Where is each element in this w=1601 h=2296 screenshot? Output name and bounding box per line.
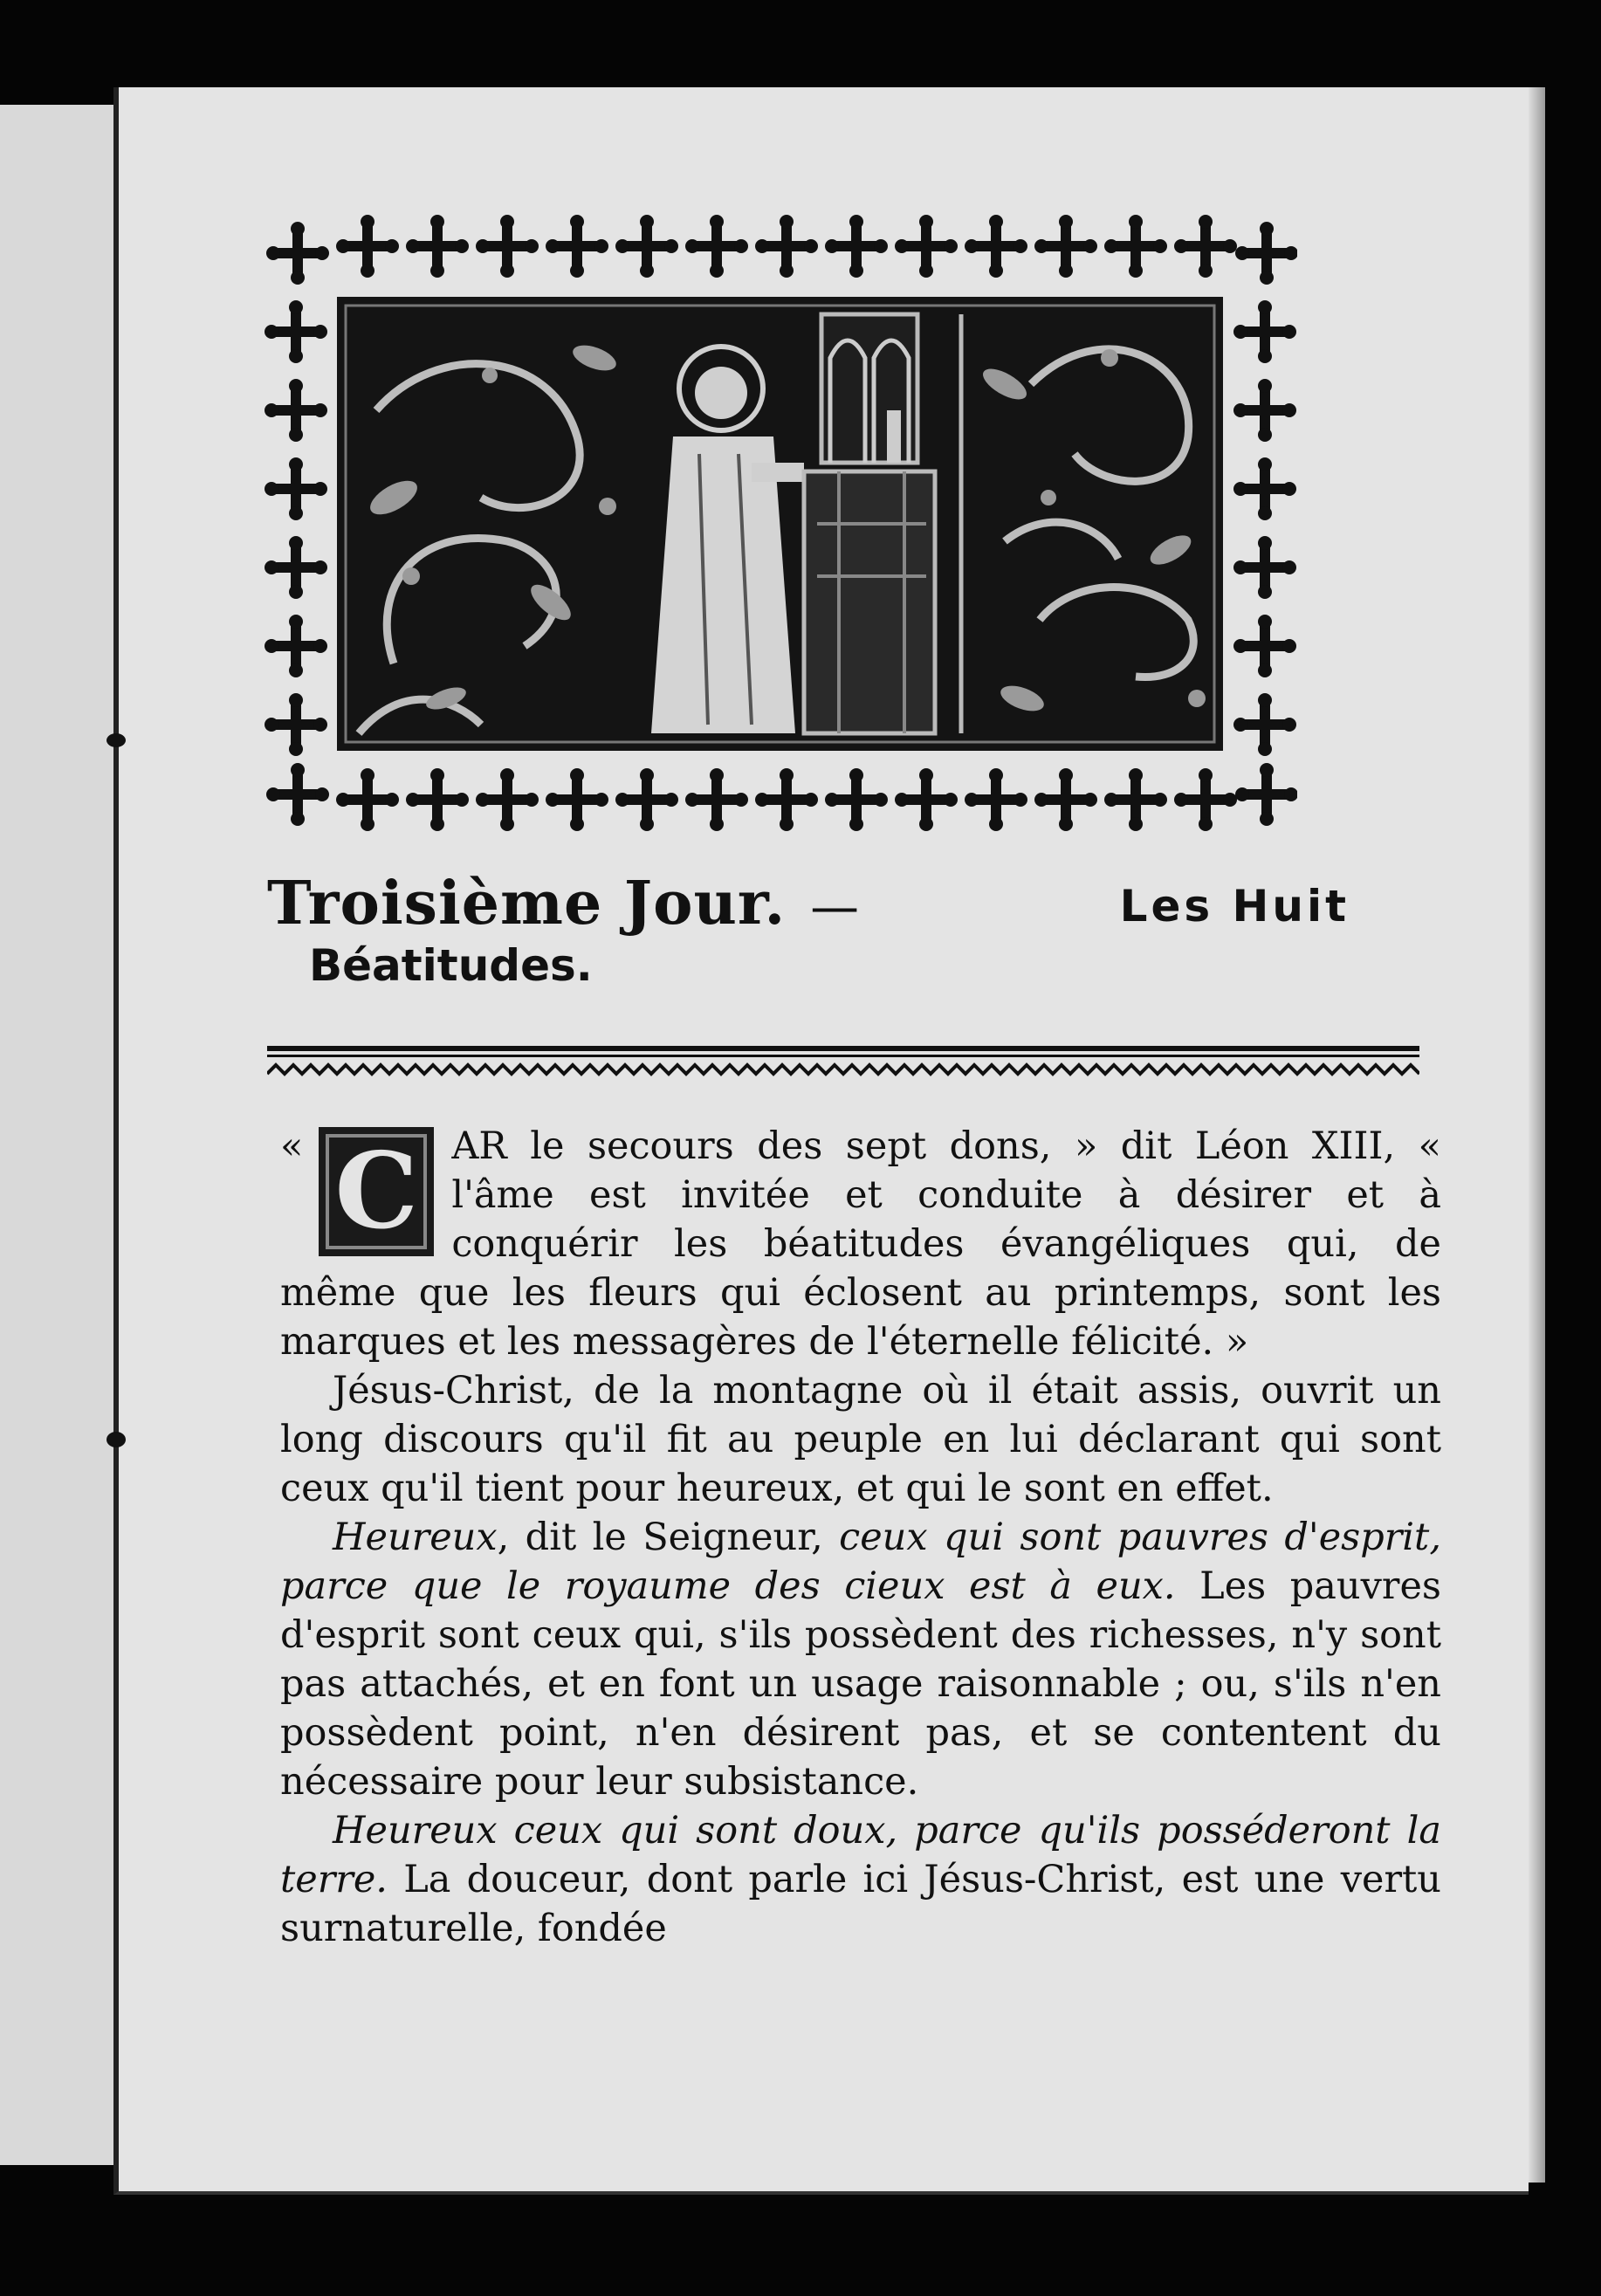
- binding-mark: [107, 1432, 126, 1447]
- opening-quote: «: [280, 1124, 304, 1168]
- decorative-rule: [267, 1039, 1419, 1091]
- paragraph-2-text: Jésus-Christ, de la montagne où il était assis, ouvrit un long discours qu'il fit au peuple en lui déclarant qui sont ceux qu'il tient pour heureux, et qui le sont en effet.: [280, 1369, 1441, 1510]
- paragraph-4: [280, 1806, 1441, 1953]
- paragraph-3: [280, 1513, 1441, 1806]
- paragraph-4-italic-1: Heureux ceux qui sont doux, parce qu'ils posséderont la terre.: [280, 1809, 1441, 1901]
- paragraph-3-plain-2: Les pauvres d'esprit sont ceux qui, s'ils possèdent des richesses, n'y sont pas attachés, et en font un usage raisonnable ; ou, s'ils n'en possèdent point, n'en désirent pas, et se contentent du nécessaire pour leur subsistance.: [280, 1564, 1441, 1804]
- body-text: [280, 1122, 1441, 1953]
- woodcut-illustration: [263, 210, 1297, 838]
- ornamental-woodcut-header: [263, 210, 1297, 838]
- paragraph-1-text: AR le secours des sept dons, » dit Léon XIII, « l'âme est invitée et conduite à désirer et à conquérir les béatitudes évangéliques qui, de même que les fleurs qui éclosent au printemps, sont les marques et les messagères de l'éternelle félicité. »: [280, 1124, 1441, 1364]
- paragraph-2: [280, 1366, 1441, 1513]
- heading-dash: —: [810, 879, 860, 936]
- binding-mark: [107, 733, 126, 747]
- chapter-heading: [267, 869, 1350, 991]
- paragraph-3-italic-1: Heureux: [333, 1516, 498, 1559]
- paragraph-3-plain-1: , dit le Seigneur,: [497, 1516, 840, 1559]
- paragraph-3-italic-2: ceux qui sont pauvres d'esprit, parce que le royaume des cieux est à eux.: [280, 1516, 1441, 1608]
- chapter-subtitle-line1: Les Huit: [1119, 881, 1350, 931]
- chapter-subtitle-line2: Béatitudes.: [309, 940, 593, 991]
- chapter-title: Troisième Jour.: [267, 869, 787, 938]
- paragraph-4-plain-1: La douceur, dont parle ici Jésus-Christ, est une vertu surnaturelle, fondée: [280, 1858, 1441, 1950]
- book-page: [113, 87, 1529, 2195]
- paragraph-1: [280, 1122, 1441, 1366]
- dropcap-initial: C: [319, 1127, 434, 1256]
